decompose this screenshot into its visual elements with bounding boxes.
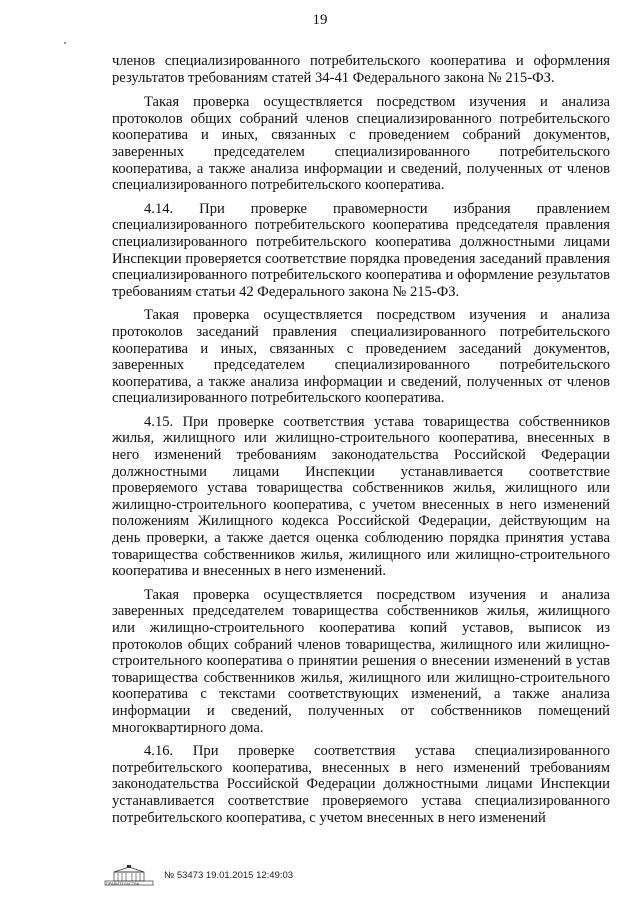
registration-number: № 53473 19.01.2015 12:49:03	[164, 869, 294, 881]
paragraph-4-16: 4.16. При проверке соответствия устава специализированного потребительского кооператива, внесенных в него изменений требованиям законодательства Российской Федерации должностными лицами Инспекции устанавливается соответствие проверяемого устава специализированного потребительского кооператива, с учетом внесенных в него изменений	[112, 743, 610, 826]
paragraph-check-board-meetings: Такая проверка осуществляется посредством изучения и анализа протоколов заседаний правления специализированного потребительского кооператива и иных, связанных с проведением заседаний документов, заверенных председателем специализированного потребительского кооператива, а также анализа информации и сведений, полученных от членов специализированного потребительского кооператива.	[112, 307, 610, 407]
margin-mark	[64, 42, 66, 44]
paragraph-4-14: 4.14. При проверке правомерности избрания правлением специализированного потребительского кооператива председателя правления специализированного потребительского кооператива должностными лицами Инспекции проверяется соответствие порядка проведения заседаний правления специализированного потребительского кооператива и оформление результатов требованиям статьи 42 Федерального закона № 215-ФЗ.	[112, 200, 610, 300]
page-number: 19	[312, 12, 328, 28]
paragraph-4-15: 4.15. При проверке соответствия устава товарищества собственников жилья, жилищного или жилищно-строительного кооператива, внесенных в него изменений требованиям законодательства Российской Федерации должностными лицами Инспекции устанавливается соответствие проверяемого устава товарищества собственников жилья, жилищного или жилищно-строительного кооператива, с учетом внесенных в него изменений положениям Жилищного кодекса Российской Федерации, действующим на день проверки, а также дается оценка соблюдению порядка принятия устава товарищества собственников жилья, жилищного или жилищно-строительного кооператива и внесенных в него изменений.	[112, 413, 610, 580]
paragraph-check-charter-documents: Такая проверка осуществляется посредством изучения и анализа заверенных председателем товарищества собственников жилья, жилищного или жилищно-строительного кооператива копий уставов, выписок из протоколов общих собраний членов товарищества, жилищного или жилищно-строительного кооператива о принятии решения о внесении изменений в устав товарищества собственников жилья, жилищного или жилищно-строительного кооператива с текстами соответствующих изменений, а также анализа информации и сведений, полученных от собственников помещений многоквартирного дома.	[112, 586, 610, 736]
document-body	[112, 53, 610, 833]
document-footer	[104, 863, 293, 887]
paragraph-check-members-meetings: Такая проверка осуществляется посредством изучения и анализа протоколов общих собраний членов специализированного потребительского кооператива и иных, связанных с проведением собраний документов, заверенных председателем специализированного потребительского кооператива, а также анализа информации и сведений, полученных от членов специализированного потребительского кооператива.	[112, 94, 610, 194]
paragraph-continuation: членов специализированного потребительского кооператива и оформления результатов требованиям статей 34-41 Федерального закона № 215-ФЗ.	[112, 53, 610, 86]
stamp-label: ПРАВИТЕЛЬСТВА	[106, 882, 140, 886]
